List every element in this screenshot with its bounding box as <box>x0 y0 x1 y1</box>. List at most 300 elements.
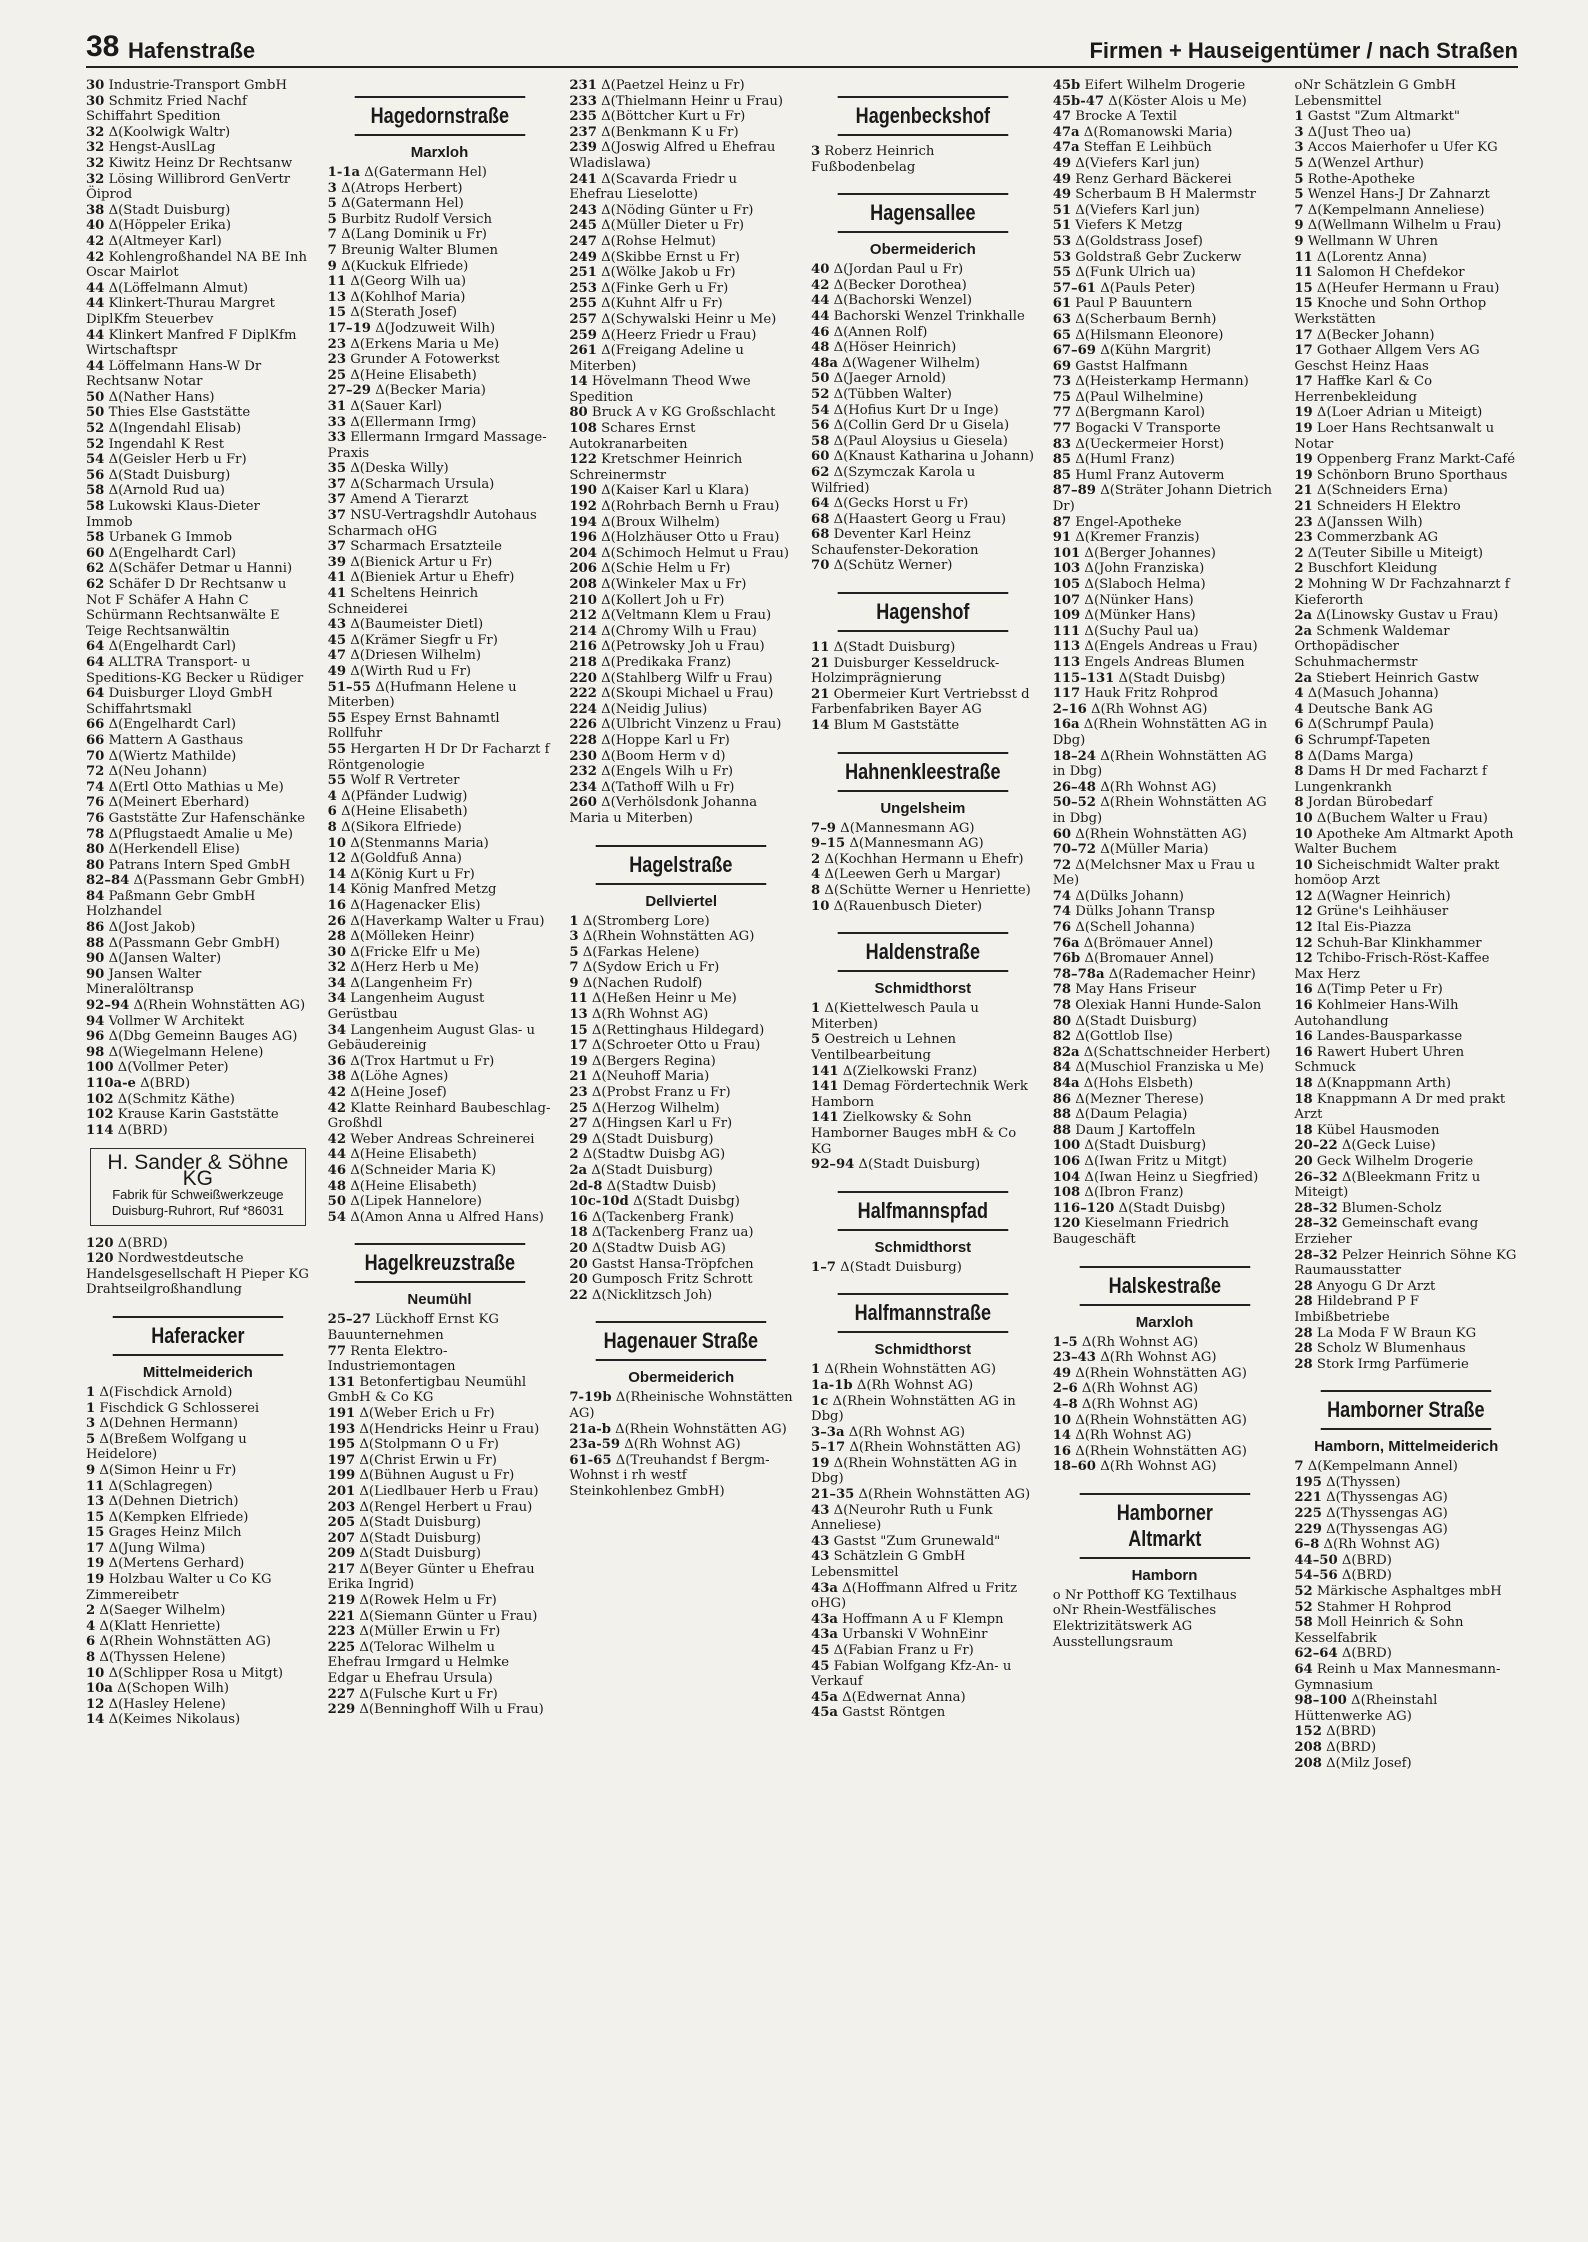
house-number: 21 <box>1294 499 1313 515</box>
house-number: 9 <box>86 1462 96 1478</box>
directory-entry <box>569 483 793 499</box>
entry-text: Δ(Thielmann Heinr u Frau) <box>601 93 783 109</box>
house-number: 247 <box>569 233 597 249</box>
directory-entry <box>1294 1553 1518 1569</box>
directory-entry <box>569 1101 793 1117</box>
house-number: 115–131 <box>1052 670 1115 686</box>
directory-entry <box>811 1032 1035 1063</box>
district-subheading: Mittelmeiderich <box>142 1363 253 1381</box>
entry-text: Gastst "Zum Grunewald" <box>833 1533 1001 1549</box>
entry-text: Δ(Kempelmann Annel) <box>1307 1459 1458 1475</box>
house-number: 44 <box>811 308 830 324</box>
directory-entry <box>328 1624 552 1640</box>
entry-text: Daum J Kartoffeln <box>1075 1122 1196 1138</box>
entry-text: Δ(Amon Anna u Alfred Hans) <box>350 1209 544 1225</box>
entry-text: Δ(Müller Dieter u Fr) <box>601 218 744 234</box>
entry-text: Bruck A v KG Großschlacht <box>591 405 776 421</box>
directory-entry <box>1294 405 1518 421</box>
entry-text: Δ(Stadt Duisburg) <box>108 467 231 483</box>
house-number: 43 <box>811 1533 830 1549</box>
entry-text: Δ(Rh Wohnst AG) <box>1100 1350 1217 1366</box>
entry-text: Δ(Siemann Günter u Frau) <box>359 1608 538 1624</box>
directory-entry <box>569 733 793 749</box>
entry-text: Δ(Rettinghaus Hildegard) <box>591 1022 765 1038</box>
house-number: 17 <box>86 1540 105 1556</box>
directory-entry <box>811 293 1035 309</box>
directory-entry <box>569 671 793 687</box>
directory-entry <box>569 624 793 640</box>
entry-text: Δ(Jaeger Arnold) <box>833 371 947 387</box>
advertisement-line: Fabrik für Schweißwerkzeuge <box>112 1186 284 1202</box>
entry-text: Δ(Engelhardt Carl) <box>108 639 237 655</box>
entry-text: Δ(Heine Josef) <box>350 1085 447 1101</box>
directory-entry <box>1053 1216 1277 1247</box>
entry-text: Δ(Herkendell Elise) <box>108 842 240 858</box>
directory-entry <box>811 1612 1035 1628</box>
directory-entry <box>1294 733 1518 749</box>
directory-entry <box>328 1702 552 1718</box>
directory-entry <box>1053 483 1277 514</box>
house-number: 114 <box>86 1122 114 1138</box>
house-number: 46 <box>811 324 830 340</box>
directory-entry <box>86 639 310 655</box>
house-number: 141 <box>811 1110 839 1126</box>
directory-entry <box>86 951 310 967</box>
house-number: 4 <box>86 1618 96 1634</box>
directory-entry <box>328 804 552 820</box>
directory-entry <box>86 764 310 780</box>
entry-text: Δ(Kempken Elfriede) <box>108 1509 249 1525</box>
directory-entry <box>1294 920 1518 936</box>
entry-text: Δ(Thyssengas AG) <box>1326 1506 1448 1522</box>
directory-entry <box>328 337 552 353</box>
entry-text: Kübel Hausmoden <box>1316 1122 1440 1138</box>
house-number: 90 <box>86 951 105 967</box>
directory-entry <box>569 1054 793 1070</box>
house-number: 1 <box>811 1362 821 1378</box>
entry-text: Urbanek G Immob <box>108 530 233 546</box>
house-number: 261 <box>569 343 597 359</box>
house-number: 20 <box>569 1240 588 1256</box>
directory-entry <box>811 821 1035 837</box>
entry-text: Δ(Stadt Duisburg) <box>359 1530 482 1546</box>
directory-entry <box>1053 827 1277 843</box>
directory-entry <box>1294 452 1518 468</box>
directory-entry <box>328 1609 552 1625</box>
house-number: 3 <box>569 929 579 945</box>
directory-entry <box>1294 515 1518 531</box>
directory-entry <box>86 1525 310 1541</box>
entry-text: Δ(Heine Elisabeth) <box>350 1178 477 1194</box>
entry-text: Δ(Mannesmann AG) <box>849 836 984 852</box>
directory-entry <box>569 780 793 796</box>
entry-text: Renta Elektro-Industriemontagen <box>327 1343 456 1375</box>
directory-entry <box>569 1132 793 1148</box>
house-number: 37 <box>327 476 347 492</box>
house-number: 1 <box>569 913 579 929</box>
house-number: 28–32 <box>1294 1247 1338 1263</box>
entry-text: Δ(Müller Maria) <box>1100 842 1209 858</box>
entry-text: Δ(BRD) <box>1341 1552 1392 1568</box>
entry-text: Δ(Becker Dorothea) <box>833 277 967 293</box>
entry-text: Δ(Rh Wohnst AG) <box>1081 1381 1199 1397</box>
directory-entry <box>569 1179 793 1195</box>
house-number: 205 <box>327 1515 356 1531</box>
directory-entry <box>1294 187 1518 203</box>
house-number: 26–32 <box>1294 1169 1338 1185</box>
entry-text: Δ(Schütte Werner u Henriette) <box>824 883 1031 898</box>
entry-text: Holzbau Walter u Co KG Zimmereibetr <box>86 1572 276 1603</box>
entry-text: Δ(Langenheim Fr) <box>350 975 473 991</box>
house-number: 18–60 <box>1052 1459 1096 1475</box>
entry-text: Roberz Heinrich Fußbodenbelag <box>811 144 939 175</box>
house-number: 53 <box>1052 233 1072 249</box>
house-number: 10 <box>811 898 830 914</box>
house-number: 218 <box>569 654 597 670</box>
entry-text: Thies Else Gaststätte <box>108 405 251 421</box>
directory-entry <box>1053 1603 1277 1650</box>
directory-entry <box>1294 686 1518 702</box>
directory-entry <box>569 577 793 593</box>
house-number: 9 <box>327 258 337 274</box>
house-number: 7 <box>1294 202 1304 218</box>
entry-text: Δ(Rh Wohnst AG) <box>1081 1334 1199 1350</box>
entry-text: Δ(Bieniek Artur u Ehefr) <box>350 570 515 586</box>
house-number: 13 <box>327 289 347 305</box>
entry-text: Δ(Scavarda Friedr u Ehefrau Lieselotte) <box>569 171 742 203</box>
advertisement-company-name: H. Sander & Söhne KG <box>107 1151 289 1190</box>
house-number: 55 <box>327 741 347 757</box>
house-number: 10 <box>1294 857 1313 873</box>
directory-entry <box>86 1385 310 1401</box>
directory-entry <box>569 1288 793 1304</box>
entry-text: Jansen Walter Mineralöltransp <box>86 966 206 998</box>
house-number: 68 <box>811 511 830 527</box>
entry-text: Goldstraß Gebr Zuckerw <box>1075 249 1242 265</box>
house-number: 209 <box>327 1546 356 1562</box>
house-number: 88 <box>1052 1107 1072 1123</box>
directory-entry <box>569 1241 793 1257</box>
directory-entry <box>328 882 552 898</box>
directory-entry <box>811 1659 1035 1690</box>
house-number: 108 <box>1052 1185 1081 1201</box>
house-number: 62 <box>86 561 105 577</box>
entry-text: Gemeinschaft evang Erzieher <box>1294 1216 1483 1247</box>
directory-entry <box>569 1023 793 1039</box>
entry-text: Δ(Rh Wohnst AG) <box>1081 1396 1199 1412</box>
directory-entry <box>86 1556 310 1572</box>
house-number: 11 <box>569 991 588 1007</box>
entry-text: Δ(Stadt Duisburg) <box>858 1157 981 1173</box>
directory-entry <box>86 1681 310 1697</box>
directory-entry <box>1053 577 1277 593</box>
house-number: 37 <box>327 539 347 555</box>
entry-text: Δ(Romanowski Maria) <box>1083 124 1233 140</box>
house-number: 32 <box>86 124 105 140</box>
directory-entry <box>569 94 793 110</box>
house-number: 52 <box>811 386 830 402</box>
directory-entry <box>328 820 552 836</box>
house-number: 18 <box>1294 1076 1313 1091</box>
directory-entry <box>1053 967 1277 983</box>
entry-text: Anyogu G Dr Arzt <box>1316 1278 1436 1294</box>
directory-entry <box>328 305 552 321</box>
entry-text: Δ(Heine Elisabeth) <box>341 804 468 820</box>
directory-entry <box>1053 1138 1277 1154</box>
directory-entry <box>328 1687 552 1703</box>
entry-text: Δ(Buchem Walter u Frau) <box>1316 810 1488 826</box>
entry-text: Δ(Hilsmann Eleonore) <box>1075 327 1224 343</box>
entry-text: Δ(Meinert Eberhard) <box>108 795 250 811</box>
entry-text: Δ(Stadt Duisburg) <box>108 202 231 218</box>
directory-entry <box>328 181 552 197</box>
directory-entry <box>1294 827 1518 858</box>
directory-entry <box>328 477 552 493</box>
directory-entry <box>1294 951 1518 982</box>
entry-text: Δ(Keimes Nikolaus) <box>108 1712 241 1728</box>
house-number: 54 <box>86 452 105 468</box>
directory-entry <box>811 640 1035 656</box>
house-number: 224 <box>569 701 597 717</box>
house-number: 111 <box>1052 623 1081 639</box>
district-subheading: Schmidthorst <box>874 1341 972 1359</box>
house-number: 94 <box>86 1013 105 1029</box>
directory-entry <box>86 717 310 733</box>
house-number: 16 <box>1294 998 1313 1014</box>
directory-entry <box>1294 608 1518 624</box>
house-number: 12 <box>1294 904 1313 920</box>
house-number: 3 <box>1294 124 1304 140</box>
house-number: 58 <box>1294 1615 1313 1631</box>
entry-text: Reinh u Max Mannesmann-Gymnasium <box>1294 1662 1501 1693</box>
directory-entry <box>86 733 310 749</box>
house-number: 3–3a <box>811 1424 845 1440</box>
house-number: 234 <box>569 779 597 795</box>
entry-text: Δ(Dehnen Dietrich) <box>108 1494 239 1510</box>
house-number: 98 <box>86 1044 105 1060</box>
house-number: 82a <box>1052 1044 1080 1060</box>
directory-entry <box>569 515 793 531</box>
directory-entry <box>328 945 552 961</box>
entry-text: Δ(Brömauer Annel) <box>1083 935 1214 951</box>
house-number: 28 <box>1294 1278 1313 1294</box>
directory-entry <box>328 960 552 976</box>
entry-text: Δ(Rhein Wohnstätten AG) <box>1075 1365 1247 1381</box>
entry-text: Δ(Atrops Herbert) <box>341 180 463 196</box>
directory-entry <box>1294 1693 1518 1724</box>
directory-entry <box>1053 1092 1277 1108</box>
house-number: 12 <box>327 851 347 867</box>
entry-text: Δ(Knappmann Arth) <box>1316 1076 1451 1091</box>
directory-entry <box>86 1494 310 1510</box>
entry-text: Δ(König Kurt u Fr) <box>350 866 475 882</box>
entry-text: Δ(Gatermann Hel) <box>341 196 464 212</box>
entry-text: Δ(Fricke Elfr u Me) <box>350 944 481 960</box>
entry-text: Espey Ernst Bahnamtl Rollfuhr <box>327 710 504 742</box>
directory-entry <box>569 1038 793 1054</box>
directory-entry <box>1053 125 1277 141</box>
house-number: 222 <box>569 686 597 702</box>
house-number: 21 <box>811 686 830 702</box>
house-number: 88 <box>86 935 105 951</box>
house-number: 28 <box>1294 1356 1313 1372</box>
directory-entry <box>811 449 1035 465</box>
house-number: 62 <box>811 464 830 480</box>
house-number: 195 <box>1294 1474 1322 1490</box>
directory-entry <box>1294 1459 1518 1475</box>
directory-entry <box>569 109 793 125</box>
entry-text: Hildebrand P F Imbißbetriebe <box>1294 1294 1424 1325</box>
entry-text: Δ(BRD) <box>117 1122 168 1138</box>
directory-entry <box>569 1453 793 1500</box>
entry-text: Δ(BRD) <box>117 1235 168 1251</box>
house-number: 43a <box>811 1611 838 1627</box>
directory-entry <box>811 1534 1035 1550</box>
entry-text: Δ(Erkens Maria u Me) <box>350 336 500 352</box>
house-number: 10 <box>1294 810 1313 826</box>
directory-entry <box>328 555 552 571</box>
directory-entry <box>86 468 310 484</box>
house-number: 80 <box>1052 1013 1072 1029</box>
entry-text: Δ(Collin Gerd Dr u Gisela) <box>833 418 1010 434</box>
directory-entry <box>1294 1294 1518 1325</box>
house-number: 229 <box>327 1702 356 1718</box>
directory-entry <box>1053 998 1277 1014</box>
entry-text: Δ(Jung Wilma) <box>108 1540 206 1556</box>
directory-entry <box>328 617 552 633</box>
directory-entry <box>1294 250 1518 266</box>
house-number: 9–15 <box>811 836 846 852</box>
house-number: 45 <box>811 1643 830 1658</box>
entry-text: Δ(Ertl Otto Mathias u Me) <box>108 779 284 795</box>
house-number: 1 <box>1294 109 1304 125</box>
entry-text: Δ(Kollert Joh u Fr) <box>601 592 725 608</box>
house-number: 52 <box>86 436 105 452</box>
directory-entry <box>1053 1170 1277 1186</box>
house-number: 60 <box>811 449 830 465</box>
house-number: 37 <box>327 492 347 508</box>
entry-text: Δ(Breßem Wolfgang u Heidelore) <box>86 1431 251 1463</box>
advertisement-line: Duisburg-Ruhrort, Ruf *86031 <box>111 1202 284 1218</box>
entry-text: Δ(Höppeler Erika) <box>108 218 232 234</box>
entry-text: Δ(Haastert Georg u Frau) <box>833 511 1006 527</box>
entry-text: May Hans Friseur <box>1075 982 1197 998</box>
house-number: 30 <box>86 78 105 93</box>
house-number: 232 <box>569 764 597 780</box>
entry-text: Industrie-Transport GmbH <box>108 78 287 93</box>
directory-entry <box>328 1422 552 1438</box>
house-number: 5 <box>1294 187 1304 203</box>
directory-entry <box>569 1163 793 1179</box>
street-heading: Hamborner Altmarkt <box>1079 1493 1249 1559</box>
directory-entry <box>86 546 310 562</box>
entry-text: Δ(Kuhnt Alfr u Fr) <box>601 296 723 312</box>
directory-entry <box>1053 1029 1277 1045</box>
house-number: 47a <box>1052 140 1080 156</box>
house-number: 23a-59 <box>569 1437 621 1453</box>
directory-entry <box>569 749 793 765</box>
directory-entry <box>1053 1014 1277 1030</box>
house-number: 1-1a <box>327 165 361 180</box>
house-number: 5–17 <box>811 1440 846 1456</box>
house-number: 13 <box>86 1494 105 1510</box>
house-number: 32 <box>86 155 105 171</box>
directory-entry <box>569 78 793 94</box>
directory-entry <box>1294 904 1518 920</box>
entry-text: Δ(Mölleken Heinr) <box>350 929 475 945</box>
entry-text: Δ(Paetzel Heinz u Fr) <box>601 78 745 93</box>
house-number: 116–120 <box>1052 1200 1115 1216</box>
house-number: 15 <box>86 1509 105 1525</box>
directory-entry <box>86 1251 314 1298</box>
entry-text: Langenheim August Gerüstbau <box>327 991 489 1023</box>
entry-text: Δ(Bienick Artur u Fr) <box>350 554 493 570</box>
entry-text: Burbitz Rudolf Versich <box>341 211 493 227</box>
directory-entry <box>1053 172 1277 188</box>
house-number: 49 <box>327 664 347 679</box>
house-number: 104 <box>1052 1169 1081 1185</box>
directory-entry <box>1294 702 1518 718</box>
directory-entry <box>1053 390 1277 406</box>
entry-text: Δ(Heine Elisabeth) <box>350 367 477 383</box>
directory-entry <box>569 1437 793 1453</box>
directory-entry <box>1053 1076 1277 1092</box>
entry-text: Hövelmann Theod Wwe Spedition <box>569 374 755 405</box>
directory-entry <box>569 1272 793 1288</box>
house-number: 80 <box>86 857 105 873</box>
entry-text: Δ(Daum Pelagia) <box>1075 1107 1188 1123</box>
entry-text: Δ(Passmann Gebr GmbH) <box>108 935 280 951</box>
house-number: 225 <box>1294 1506 1322 1522</box>
directory-entry <box>1053 1123 1277 1139</box>
house-number: 100 <box>86 1060 114 1076</box>
house-number: 110a-e <box>86 1076 136 1091</box>
entry-text: Δ(Vollmer Peter) <box>117 1060 229 1076</box>
entry-text: Fabian Wolfgang Kfz-An- u Verkauf <box>811 1658 1016 1690</box>
house-number: 33 <box>327 430 347 446</box>
directory-entry <box>811 309 1035 325</box>
house-number: 11 <box>1294 265 1313 281</box>
house-number: 61-65 <box>569 1452 612 1468</box>
directory-column <box>86 78 314 2232</box>
house-number: 96 <box>86 1029 105 1045</box>
house-number: 34 <box>327 975 347 991</box>
house-number: 5 <box>1294 155 1304 171</box>
directory-entry <box>328 368 552 384</box>
directory-entry <box>86 1463 310 1479</box>
house-number: 90 <box>86 966 105 982</box>
entry-text: Δ(Neidig Julius) <box>601 701 708 717</box>
house-number: 3 <box>327 180 337 196</box>
directory-entry <box>1294 156 1518 172</box>
house-number: 9 <box>1294 218 1304 234</box>
directory-entry <box>328 1023 552 1054</box>
house-number: 259 <box>569 327 597 343</box>
directory-entry <box>1053 1397 1277 1413</box>
house-number: 41 <box>327 570 347 586</box>
entry-text: Gastst Hansa-Tröpfchen <box>591 1256 754 1272</box>
directory-entry <box>1053 1381 1277 1397</box>
house-number: 8 <box>327 819 337 835</box>
directory-entry <box>328 1101 552 1132</box>
entry-text: Δ(Rhein Wohnstätten AG) <box>1075 826 1247 842</box>
house-number: 197 <box>327 1452 356 1468</box>
entry-text: Δ(Schywalski Heinr u Me) <box>601 311 777 327</box>
house-number: 68 <box>811 527 830 543</box>
street-heading: Haferacker <box>113 1316 283 1356</box>
entry-text: Amend A Tierarzt <box>350 492 469 508</box>
house-number: 70 <box>86 748 105 764</box>
